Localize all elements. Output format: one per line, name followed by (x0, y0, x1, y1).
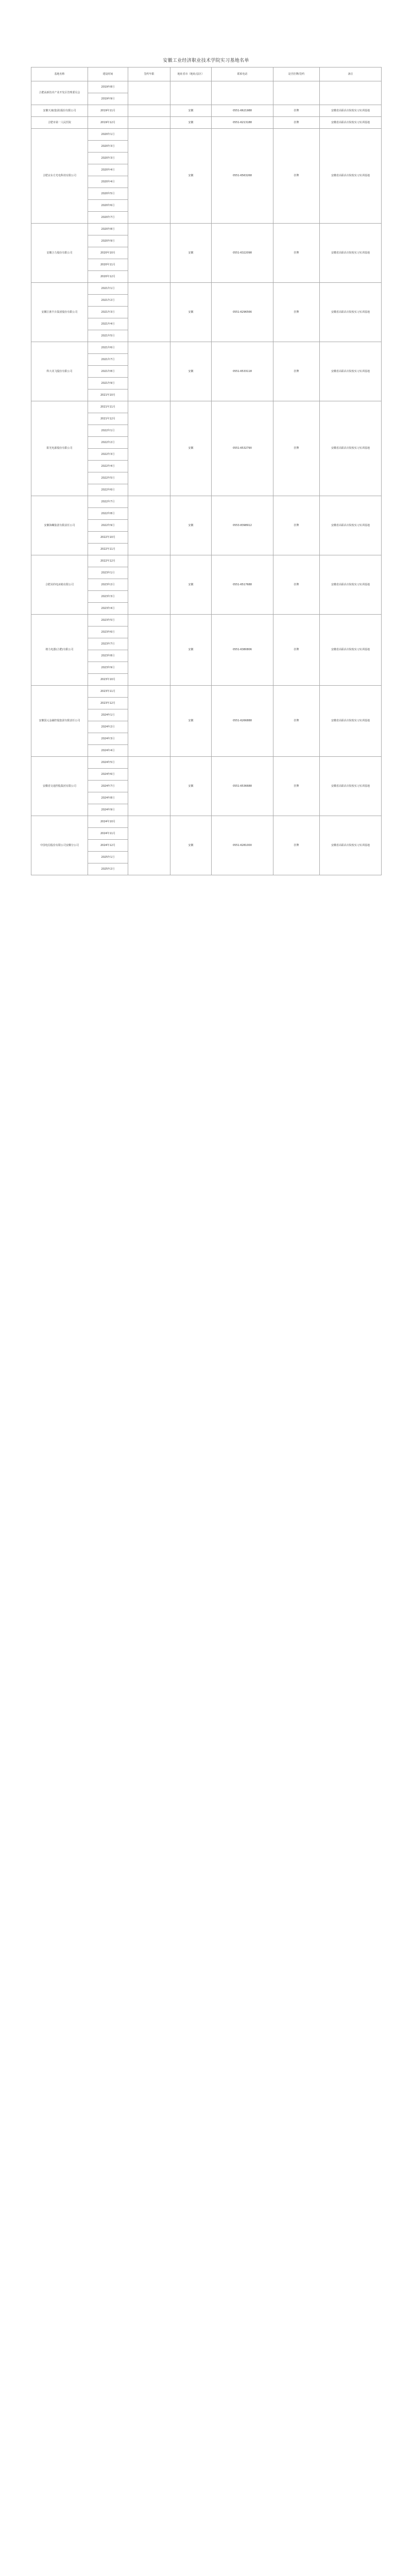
term-cell (128, 283, 170, 342)
location-cell: 安徽 (170, 686, 212, 757)
build-date-cell: 2024年6月 (88, 769, 128, 781)
phone-cell: 0551-6533118 (212, 342, 273, 401)
table-row (31, 117, 382, 129)
table-row (31, 81, 382, 93)
status-cell: 挂牌 (273, 342, 320, 401)
build-date-cell: 2021年1月 (88, 283, 128, 295)
build-date-cell: 2021年10月 (88, 389, 128, 401)
phone-cell (212, 81, 273, 105)
note-cell: 安徽省高职高专院校实习实训基地 (320, 555, 382, 615)
build-date-cell: 2024年11月 (88, 828, 128, 840)
build-date-cell: 2021年3月 (88, 307, 128, 318)
build-date-cell: 2021年4月 (88, 318, 128, 330)
header-status: 是否挂牌/签约 (273, 67, 320, 81)
table-header-row (31, 67, 382, 81)
table-row (31, 686, 382, 698)
header-note: 备注 (320, 67, 382, 81)
build-date-cell: 2022年1月 (88, 425, 128, 437)
build-date-cell: 2023年9月 (88, 662, 128, 674)
unit-name-cell: 中国电信股份有限公司安徽分公司 (31, 816, 88, 875)
build-date-cell: 2019年12月 (88, 117, 128, 129)
build-date-cell: 2020年11月 (88, 259, 128, 271)
term-cell (128, 401, 170, 496)
build-date-cell: 2025年2月 (88, 863, 128, 875)
build-date-cell: 2020年7月 (88, 212, 128, 224)
table-row (31, 401, 382, 413)
note-cell: 安徽省高职高专院校实习实训基地 (320, 129, 382, 224)
build-date-cell: 2022年4月 (88, 461, 128, 472)
unit-name-cell: 安徽江淮汽车集团股份有限公司 (31, 283, 88, 342)
build-date-cell: 2020年1月 (88, 129, 128, 141)
unit-name-cell: 格力电器(合肥)有限公司 (31, 615, 88, 686)
build-date-cell: 2023年4月 (88, 603, 128, 615)
build-date-cell: 2023年2月 (88, 579, 128, 591)
build-date-cell: 2022年2月 (88, 437, 128, 449)
unit-name-cell: 合肥市第一人民医院 (31, 117, 88, 129)
build-date-cell: 2020年6月 (88, 200, 128, 212)
note-cell: 安徽省高职高专院校实习实训基地 (320, 342, 382, 401)
term-cell (128, 117, 170, 129)
build-date-cell: 2022年5月 (88, 472, 128, 484)
location-cell: 安徽 (170, 816, 212, 875)
status-cell: 挂牌 (273, 757, 320, 816)
table-row (31, 816, 382, 828)
note-cell: 安徽省高职高专院校实习实训基地 (320, 105, 382, 117)
note-cell: 安徽省高职高专院校实习实训基地 (320, 686, 382, 757)
header-build-date: 建设时间 (88, 67, 128, 81)
build-date-cell: 2020年9月 (88, 235, 128, 247)
build-date-cell: 2024年10月 (88, 816, 128, 828)
build-date-cell: 2021年11月 (88, 401, 128, 413)
note-cell: 安徽省高职高专院校实习实训基地 (320, 401, 382, 496)
build-date-cell: 2020年3月 (88, 152, 128, 164)
term-cell (128, 129, 170, 224)
build-date-cell: 2020年8月 (88, 224, 128, 235)
phone-cell: 0551-6266888 (212, 686, 273, 757)
term-cell (128, 615, 170, 686)
build-date-cell: 2019年8月 (88, 81, 128, 93)
term-cell (128, 342, 170, 401)
unit-name-cell: 安徽海螺集团有限责任公司 (31, 496, 88, 555)
build-date-cell: 2019年9月 (88, 93, 128, 105)
location-cell: 安徽 (170, 615, 212, 686)
build-date-cell: 2021年8月 (88, 366, 128, 378)
build-date-cell: 2020年4月 (88, 176, 128, 188)
build-date-cell: 2020年3月 (88, 141, 128, 152)
phone-cell: 0551-6536688 (212, 757, 273, 816)
unit-name-cell: 安徽合力股份有限公司 (31, 224, 88, 283)
location-cell: 安徽 (170, 757, 212, 816)
build-date-cell: 2021年7月 (88, 354, 128, 366)
build-date-cell: 2022年7月 (88, 496, 128, 508)
build-date-cell: 2024年2月 (88, 721, 128, 733)
status-cell: 挂牌 (273, 686, 320, 757)
build-date-cell: 2024年12月 (88, 840, 128, 852)
location-cell: 安徽 (170, 401, 212, 496)
phone-cell: 0551-6380806 (212, 615, 273, 686)
status-cell: 挂牌 (273, 496, 320, 555)
base-table (31, 67, 382, 875)
status-cell: 挂牌 (273, 816, 320, 875)
build-date-cell: 2023年3月 (88, 591, 128, 603)
build-date-cell: 2022年11月 (88, 544, 128, 555)
note-cell: 安徽省高职高专院校实习实训基地 (320, 224, 382, 283)
page-title: 安徽工业经济职业技术学院实习基地名单 (163, 58, 249, 63)
build-date-cell: 2022年9月 (88, 520, 128, 532)
status-cell: 挂牌 (273, 615, 320, 686)
unit-name-cell: 安徽省交通控股集团有限公司 (31, 757, 88, 816)
status-cell: 挂牌 (273, 283, 320, 342)
table-row (31, 283, 382, 295)
status-cell: 挂牌 (273, 129, 320, 224)
phone-cell: 0551-6281000 (212, 816, 273, 875)
build-date-cell: 2024年7月 (88, 781, 128, 792)
phone-cell: 0551-6517688 (212, 555, 273, 615)
location-cell: 安徽 (170, 129, 212, 224)
build-date-cell: 2024年3月 (88, 733, 128, 745)
build-date-cell: 2022年6月 (88, 484, 128, 496)
location-cell: 安徽 (170, 105, 212, 117)
build-date-cell: 2023年10月 (88, 674, 128, 686)
note-cell: 安徽省高职高专院校实习实训基地 (320, 816, 382, 875)
table-row (31, 555, 382, 567)
term-cell (128, 757, 170, 816)
phone-cell: 0551-6213188 (212, 117, 273, 129)
unit-name-cell: 合肥高新技术产业开发区管理委员会 (31, 81, 88, 105)
build-date-cell: 2023年5月 (88, 615, 128, 626)
note-cell (320, 81, 382, 105)
status-cell: 挂牌 (273, 105, 320, 117)
build-date-cell: 2025年1月 (88, 852, 128, 863)
build-date-cell: 2019年11月 (88, 105, 128, 117)
phone-cell: 0553-8398912 (212, 496, 273, 555)
note-cell: 安徽省高职高专院校实习实训基地 (320, 117, 382, 129)
unit-name-cell: 合肥京东方光电科技有限公司 (31, 129, 88, 224)
build-date-cell: 2021年9月 (88, 378, 128, 389)
table-row (31, 342, 382, 354)
build-date-cell: 2023年1月 (88, 567, 128, 579)
term-cell (128, 224, 170, 283)
header-phone: 联系电话 (212, 67, 273, 81)
term-cell (128, 81, 170, 105)
table-row (31, 224, 382, 235)
build-date-cell: 2024年4月 (88, 745, 128, 757)
build-date-cell: 2020年10月 (88, 247, 128, 259)
table-row (31, 105, 382, 117)
phone-cell: 0551-6621988 (212, 105, 273, 117)
build-date-cell: 2022年8月 (88, 508, 128, 520)
build-date-cell: 2021年12月 (88, 413, 128, 425)
header-name: 基地名称 (31, 67, 88, 81)
header-term: 签约年限 (128, 67, 170, 81)
build-date-cell: 2024年1月 (88, 709, 128, 721)
term-cell (128, 555, 170, 615)
phone-cell: 0551-6296566 (212, 283, 273, 342)
build-date-cell: 2023年12月 (88, 698, 128, 709)
build-date-cell: 2022年12月 (88, 555, 128, 567)
location-cell: 安徽 (170, 555, 212, 615)
note-cell: 安徽省高职高专院校实习实训基地 (320, 496, 382, 555)
build-date-cell: 2021年2月 (88, 295, 128, 307)
phone-cell: 0551-6532790 (212, 401, 273, 496)
status-cell: 挂牌 (273, 117, 320, 129)
term-cell (128, 105, 170, 117)
table-row (31, 757, 382, 769)
build-date-cell: 2024年8月 (88, 792, 128, 804)
location-cell: 安徽 (170, 224, 212, 283)
status-cell: 挂牌 (273, 401, 320, 496)
location-cell (170, 81, 212, 105)
build-date-cell: 2023年11月 (88, 686, 128, 698)
location-cell: 安徽 (170, 117, 212, 129)
note-cell: 安徽省高职高专院校实习实训基地 (320, 757, 382, 816)
unit-name-cell: 科大讯飞股份有限公司 (31, 342, 88, 401)
build-date-cell: 2021年6月 (88, 342, 128, 354)
status-cell: 挂牌 (273, 224, 320, 283)
build-date-cell: 2024年5月 (88, 757, 128, 769)
unit-name-cell: 安徽国元金融控股集团有限责任公司 (31, 686, 88, 757)
build-date-cell: 2024年9月 (88, 804, 128, 816)
build-date-cell: 2020年5月 (88, 188, 128, 200)
term-cell (128, 816, 170, 875)
build-date-cell: 2021年5月 (88, 330, 128, 342)
term-cell (128, 686, 170, 757)
phone-cell: 0551-6322098 (212, 224, 273, 283)
note-cell: 安徽省高职高专院校实习实训基地 (320, 615, 382, 686)
build-date-cell: 2023年7月 (88, 638, 128, 650)
status-cell: 挂牌 (273, 555, 320, 615)
status-cell (273, 81, 320, 105)
unit-name-cell: 合肥美的电冰箱有限公司 (31, 555, 88, 615)
build-date-cell: 2022年10月 (88, 532, 128, 544)
note-cell: 安徽省高职高专院校实习实训基地 (320, 283, 382, 342)
build-date-cell: 2022年3月 (88, 449, 128, 461)
unit-name-cell: 安徽天康(集团)股份有限公司 (31, 105, 88, 117)
phone-cell: 0551-6563268 (212, 129, 273, 224)
location-cell: 安徽 (170, 496, 212, 555)
term-cell (128, 496, 170, 555)
unit-name-cell: 阳光电源股份有限公司 (31, 401, 88, 496)
build-date-cell: 2020年4月 (88, 164, 128, 176)
build-date-cell: 2023年8月 (88, 650, 128, 662)
table-row (31, 615, 382, 626)
location-cell: 安徽 (170, 283, 212, 342)
build-date-cell: 2023年6月 (88, 626, 128, 638)
build-date-cell: 2020年12月 (88, 271, 128, 283)
header-location: 地址省市（地址/县区） (170, 67, 212, 81)
table-row (31, 496, 382, 508)
table-row (31, 129, 382, 141)
location-cell: 安徽 (170, 342, 212, 401)
